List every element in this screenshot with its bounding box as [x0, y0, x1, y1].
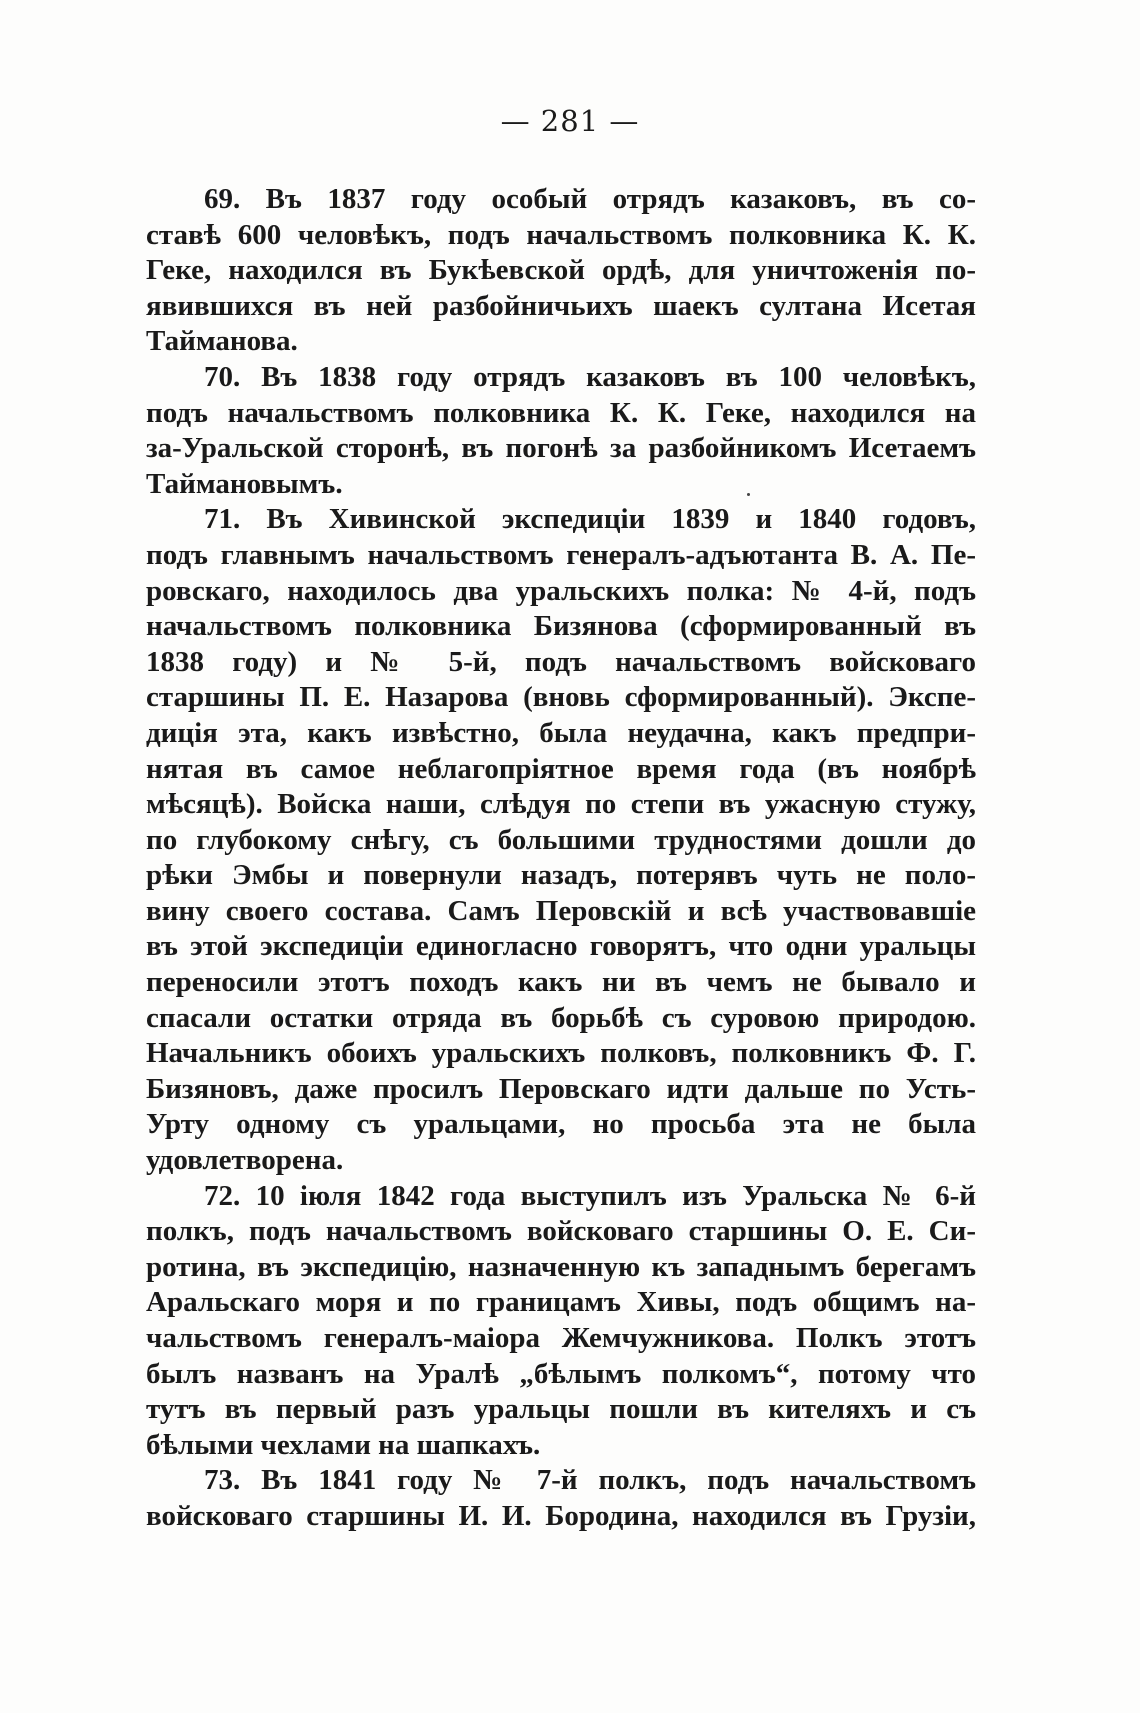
page-number: — 281 —	[500, 104, 640, 138]
text-line: начальствомъ полковника Бизянова (сформированный въ	[146, 610, 976, 643]
paragraph-70	[146, 360, 976, 502]
paragraph-71	[146, 502, 976, 1178]
text-line: тутъ въ первый разъ уральцы пошли въ кителяхъ и съ	[146, 1393, 976, 1426]
text-line: 73. Въ 1841 году № 7-й полкъ, подъ начальствомъ	[204, 1464, 976, 1497]
text-line: по глубокому снѣгу, съ большими трудностями дошли до	[146, 823, 976, 856]
text-line: Геке, находился въ Букѣевской ордѣ, для уничтоженія по-	[146, 254, 976, 287]
text-line: Урту одному съ уральцами, но просьба эта не была	[146, 1108, 976, 1141]
text-line: Начальникъ обоихъ уральскихъ полковъ, полковникъ Ф. Г.	[146, 1037, 976, 1070]
text-line: Тайманова.	[146, 325, 298, 358]
text-line: 72. 10 іюля 1842 года выступилъ изъ Уральска № 6-й	[204, 1179, 976, 1212]
text-line: старшины П. Е. Назарова (вновь сформированный). Экспе-	[146, 681, 976, 714]
text-line: подъ главнымъ начальствомъ генералъ-адъютанта В. А. Пе-	[146, 538, 976, 571]
text-line: за-Уральской сторонѣ, въ погонѣ за разбойникомъ Исетаемъ	[146, 432, 976, 465]
text-line: чальствомъ генералъ-маіора Жемчужникова. Полкъ этотъ	[146, 1322, 976, 1354]
text-line: въ этой экспедиціи единогласно говорятъ, что одни уральцы	[146, 930, 976, 963]
text-line: ротина, въ экспедицію, назначенную къ западнымъ берегамъ	[146, 1250, 976, 1283]
text-line: мѣсяцѣ). Войска наши, слѣдуя по степи въ ужасную стужу,	[146, 788, 976, 821]
text-line: 70. Въ 1838 году отрядъ казаковъ въ 100 человѣкъ,	[204, 360, 976, 393]
text-line: бѣлыми чехлами на шапкахъ.	[146, 1428, 541, 1461]
text-line: 1838 году) и № 5-й, подъ начальствомъ войсковаго	[146, 645, 976, 678]
text-line: вину своего состава. Самъ Перовскій и всѣ участвовавшіе	[146, 894, 976, 927]
body-text	[146, 182, 976, 1535]
text-line: ставѣ 600 человѣкъ, подъ начальствомъ полковника К. К.	[146, 218, 976, 251]
text-line: полкъ, подъ начальствомъ войсковаго старшины О. Е. Си-	[146, 1215, 976, 1248]
text-line: удовлетворена.	[146, 1144, 344, 1177]
text-line: явившихся въ ней разбойничьихъ шаекъ султана Исетая	[146, 289, 976, 322]
text-line: ровскаго, находилось два уральскихъ полка: № 4-й, подъ	[146, 574, 976, 607]
text-line: подъ начальствомъ полковника К. К. Геке, находился на	[146, 396, 976, 429]
paragraph-69	[146, 182, 976, 360]
print-speck	[747, 493, 750, 496]
text-line: Таймановымъ.	[146, 467, 343, 500]
text-line: Бизяновъ, даже просилъ Перовскаго идти дальше по Усть-	[146, 1072, 976, 1105]
text-line: 69. Въ 1837 году особый отрядъ казаковъ, въ со-	[204, 183, 976, 215]
text-line: Аральскаго моря и по границамъ Хивы, подъ общимъ на-	[146, 1286, 976, 1319]
paragraph-72	[146, 1179, 976, 1464]
text-line: былъ названъ на Уралѣ „бѣлымъ полкомъ“, потому что	[146, 1357, 976, 1390]
text-line: нятая въ самое неблагопріятное время года (въ ноябрѣ	[146, 752, 976, 785]
text-line: спасали остатки отряда въ борьбѣ съ суровою природою.	[146, 1001, 976, 1034]
text-line: диція эта, какъ извѣстно, была неудачна, какъ предпри-	[146, 716, 976, 749]
text-line: переносили этотъ походъ какъ ни въ чемъ не бывало и	[146, 966, 976, 999]
paragraph-73	[146, 1463, 976, 1534]
text-line: 71. Въ Хивинской экспедиціи 1839 и 1840 годовъ,	[204, 503, 976, 536]
text-line: рѣки Эмбы и повернули назадъ, потерявъ чуть не поло-	[146, 859, 976, 892]
text-line: войсковаго старшины И. И. Бородина, находился въ Грузіи,	[146, 1499, 976, 1532]
